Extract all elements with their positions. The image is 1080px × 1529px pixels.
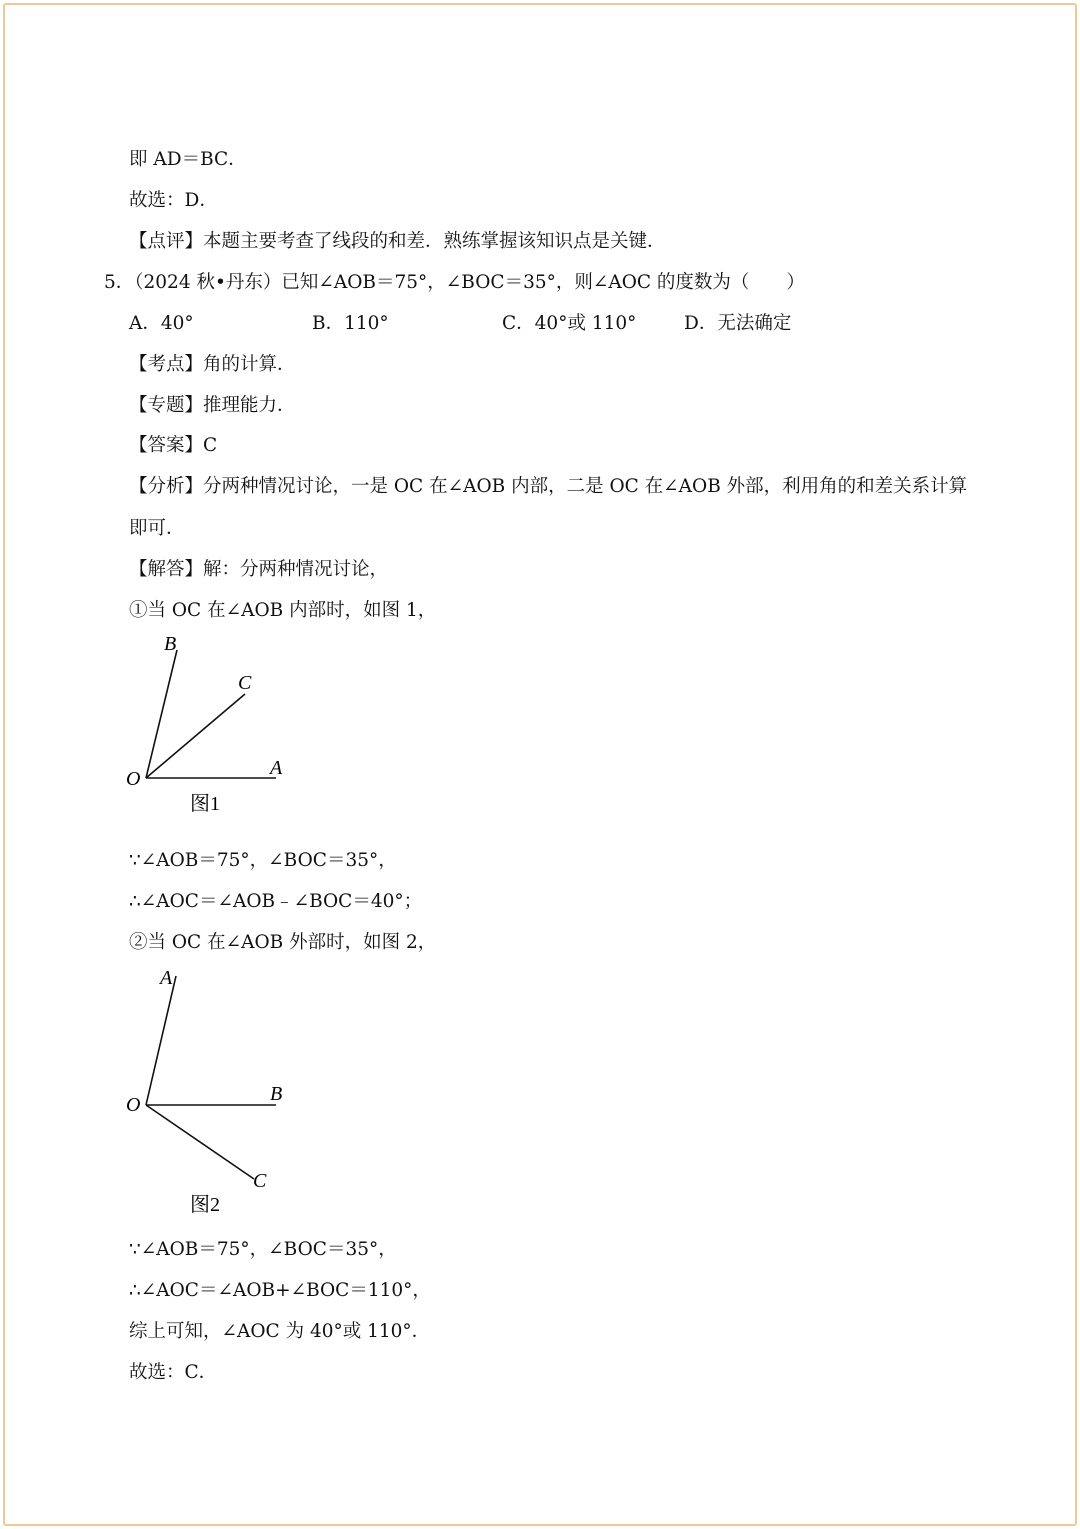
analysis-line: 【分析】分两种情况讨论，一是 OC 在∠AOB 内部，二是 OC 在∠AOB 外部，利用角的和差关系计算 <box>129 476 968 497</box>
label-b: B <box>270 1083 283 1105</box>
case-2-because: ∵∠AOB＝75°，∠BOC＝35°， <box>129 1239 397 1260</box>
label-o: O <box>126 768 141 790</box>
final-answer-line: 故选：C． <box>129 1362 218 1383</box>
figure-1-caption: 图1 <box>190 793 220 815</box>
solution-line: 【解答】解：分两种情况讨论， <box>129 559 389 580</box>
option-b: B．110° <box>312 313 389 334</box>
zhuanti-line: 【专题】推理能力． <box>129 395 296 416</box>
answer-line: 【答案】C <box>129 435 218 456</box>
figure-2-caption: 图2 <box>190 1194 220 1216</box>
label-c: C <box>238 672 252 694</box>
case-1-because: ∵∠AOB＝75°，∠BOC＝35°， <box>129 850 397 871</box>
option-d: D．无法确定 <box>684 313 792 334</box>
case-1-therefore: ∴∠AOC＝∠AOB﹣∠BOC＝40°； <box>129 891 423 912</box>
case-1-line: ①当 OC 在∠AOB 内部时，如图 1， <box>129 600 437 621</box>
label-o: O <box>126 1094 141 1116</box>
option-c: C．40°或 110° <box>502 313 637 334</box>
figure-2 <box>120 962 320 1222</box>
text-line: 即 AD＝BC． <box>129 149 247 170</box>
option-a: A．40° <box>129 313 194 334</box>
ray-oa <box>146 976 176 1105</box>
question-5: 5．（2024 秋•丹东）已知∠AOB＝75°，∠BOC＝35°，则∠AOC 的度数为（ ） <box>104 272 805 293</box>
ray-ob <box>146 650 177 778</box>
case-2-line: ②当 OC 在∠AOB 外部时，如图 2， <box>129 932 437 953</box>
ray-oc <box>146 694 245 778</box>
text-line: 故选：D． <box>129 190 218 211</box>
analysis-line-2: 即可． <box>129 518 185 539</box>
summary-line: 综上可知，∠AOC 为 40°或 110°． <box>129 1321 431 1342</box>
case-2-therefore: ∴∠AOC＝∠AOB+∠BOC＝110°， <box>129 1280 431 1301</box>
label-a: A <box>160 967 173 989</box>
kaodian-line: 【考点】角的计算． <box>129 354 296 375</box>
label-b: B <box>164 633 177 655</box>
ray-oc <box>146 1105 254 1179</box>
label-a: A <box>270 757 283 779</box>
label-c: C <box>253 1170 267 1192</box>
comment-line: 【点评】本题主要考查了线段的和差．熟练掌握该知识点是关键． <box>129 231 666 252</box>
figure-1 <box>120 630 320 820</box>
